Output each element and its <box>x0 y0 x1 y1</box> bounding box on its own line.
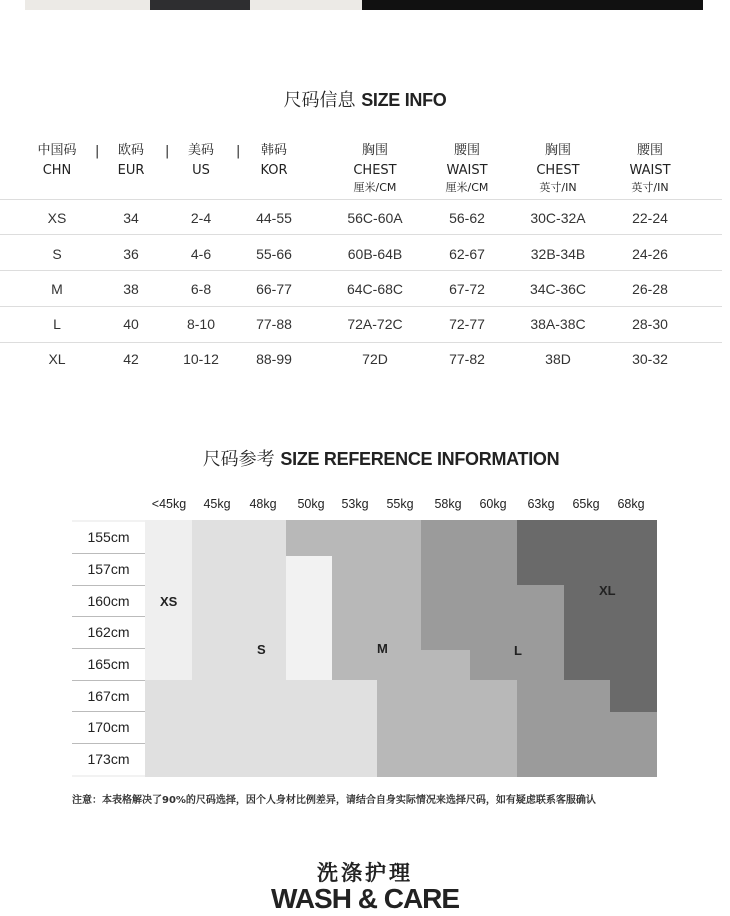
table-cell: 44-55 <box>256 210 292 226</box>
weight-label: 53kg <box>341 497 369 511</box>
zone-s-block <box>192 520 286 680</box>
table-cell: XL <box>48 351 66 367</box>
table-cell: 60B-64B <box>347 246 403 262</box>
header-en: CHEST <box>536 163 580 178</box>
row-divider <box>0 306 722 307</box>
height-label: 157cm <box>72 554 145 585</box>
header-cn: 胸围 <box>544 143 571 158</box>
wash-care-title-en: WASH & CARE <box>270 883 460 914</box>
weight-label: 50kg <box>297 497 325 511</box>
height-divider <box>72 711 145 712</box>
table-cell: 72D <box>362 351 388 367</box>
header-col-3 <box>229 141 319 181</box>
table-cell: 72A-72C <box>347 316 403 332</box>
zone-s-block <box>145 680 377 777</box>
header-unit: 厘米/CM <box>353 181 397 194</box>
header-cn: 腰围 <box>636 143 663 158</box>
header-separator: | <box>165 144 170 159</box>
product-photo-left <box>25 0 362 10</box>
height-divider <box>72 680 145 681</box>
table-cell: 72-77 <box>449 316 485 332</box>
table-cell: 56C-60A <box>347 210 403 226</box>
weight-label: 68kg <box>617 497 645 511</box>
table-cell: M <box>51 281 63 297</box>
table-cell: 24-26 <box>632 246 668 262</box>
row-divider <box>0 270 722 271</box>
header-en: CHEST <box>353 163 397 178</box>
weight-label: 55kg <box>386 497 414 511</box>
header-en: US <box>192 163 210 178</box>
size-reference-title-cn: 尺码参考 <box>202 449 275 470</box>
table-cell: 40 <box>123 316 139 332</box>
table-cell: 26-28 <box>632 281 668 297</box>
row-divider <box>0 234 722 235</box>
table-cell: 55-66 <box>256 246 292 262</box>
header-en: WAIST <box>446 163 488 178</box>
table-cell: 30C-32A <box>530 210 586 226</box>
table-cell: 77-88 <box>256 316 292 332</box>
table-cell: 42 <box>123 351 139 367</box>
size-reference-title-en: SIZE REFERENCE INFORMATION <box>280 449 560 469</box>
header-cn: 美码 <box>187 143 214 158</box>
header-col-5 <box>422 141 512 195</box>
header-cn: 韩码 <box>260 143 287 158</box>
header-cn: 欧码 <box>117 143 144 158</box>
zone-m-block <box>332 556 421 680</box>
header-separator: | <box>236 144 241 159</box>
table-cell: 88-99 <box>256 351 292 367</box>
table-cell: 38A-38C <box>530 316 586 332</box>
height-label: 170cm <box>72 712 145 743</box>
table-cell: 8-10 <box>186 316 216 332</box>
table-cell: 34C-36C <box>529 281 587 297</box>
zone-xl-block <box>564 585 657 680</box>
size-info-title-en: SIZE INFO <box>361 90 447 110</box>
table-cell: 38D <box>545 351 571 367</box>
header-en: EUR <box>117 163 145 178</box>
table-cell: 30-32 <box>632 351 668 367</box>
header-en: KOR <box>260 163 288 178</box>
height-label: 165cm <box>72 649 145 680</box>
table-cell: 4-6 <box>190 246 212 262</box>
header-col-7 <box>605 141 695 195</box>
height-label: 167cm <box>72 681 145 712</box>
table-cell: 38 <box>123 281 139 297</box>
table-cell: 66-77 <box>256 281 292 297</box>
zone-l-block <box>470 650 517 680</box>
table-cell: 64C-68C <box>346 281 404 297</box>
table-cell: 77-82 <box>449 351 485 367</box>
header-col-4 <box>330 141 420 195</box>
weight-label: 48kg <box>249 497 277 511</box>
size-info-title <box>0 86 730 112</box>
height-label: 155cm <box>72 522 145 553</box>
weight-label: 58kg <box>434 497 462 511</box>
size-reference-title <box>0 445 730 471</box>
height-label: 160cm <box>72 586 145 617</box>
zone-m-block <box>377 712 517 777</box>
zone-label-xs: XS <box>160 594 178 609</box>
header-en: WAIST <box>629 163 671 178</box>
size-info-title-cn: 尺码信息 <box>283 90 356 111</box>
weight-label: 45kg <box>203 497 231 511</box>
weight-label: 65kg <box>572 497 600 511</box>
zone-m-block <box>286 520 421 556</box>
table-cell: XS <box>47 210 67 226</box>
zone-label-l: L <box>514 643 522 658</box>
wash-care-title-cn: 洗涤护理 <box>317 861 413 885</box>
table-cell: S <box>52 246 62 262</box>
row-divider <box>0 342 722 343</box>
table-cell: 56-62 <box>449 210 485 226</box>
table-cell: 22-24 <box>632 210 668 226</box>
zone-label-s: S <box>257 642 266 657</box>
header-separator: | <box>95 144 100 159</box>
weight-label: <45kg <box>151 497 187 511</box>
header-col-6 <box>513 141 603 195</box>
height-divider <box>72 648 145 649</box>
table-cell: 62-67 <box>449 246 485 262</box>
height-divider <box>72 553 145 554</box>
height-divider <box>72 743 145 744</box>
zone-m-block <box>421 650 470 680</box>
table-cell: 10-12 <box>183 351 219 367</box>
table-cell: 6-8 <box>190 281 212 297</box>
table-cell: 28-30 <box>632 316 668 332</box>
zone-l-block <box>517 585 564 777</box>
table-cell: 32B-34B <box>530 246 586 262</box>
height-divider <box>72 585 145 586</box>
header-cn: 胸围 <box>361 143 388 158</box>
header-cn: 腰围 <box>453 143 480 158</box>
height-divider <box>72 616 145 617</box>
weight-label: 60kg <box>479 497 507 511</box>
weight-label: 63kg <box>527 497 555 511</box>
row-divider <box>0 199 722 200</box>
size-note: 注意：本表格解决了90%的尺码选择，因个人身材比例差异，请结合自身实际情况来选择尺码，如有疑虑联系客服确认 <box>72 795 596 806</box>
header-unit: 厘米/CM <box>445 181 489 194</box>
header-unit: 英寸/IN <box>631 181 669 194</box>
zone-label-xl: XL <box>599 583 616 598</box>
zone-xl-block <box>610 680 657 712</box>
product-photo-right <box>362 0 703 10</box>
zone-label-m: M <box>377 641 388 656</box>
table-cell: 34 <box>123 210 139 226</box>
table-cell: 67-72 <box>449 281 485 297</box>
height-label: 162cm <box>72 617 145 648</box>
height-label: 173cm <box>72 744 145 775</box>
header-cn: 中国码 <box>37 143 77 158</box>
table-cell: L <box>53 316 61 332</box>
header-unit: 英寸/IN <box>539 181 577 194</box>
zone-xl-block <box>517 520 657 585</box>
table-cell: 2-4 <box>190 210 212 226</box>
table-cell: 36 <box>123 246 139 262</box>
header-en: CHN <box>42 163 72 178</box>
